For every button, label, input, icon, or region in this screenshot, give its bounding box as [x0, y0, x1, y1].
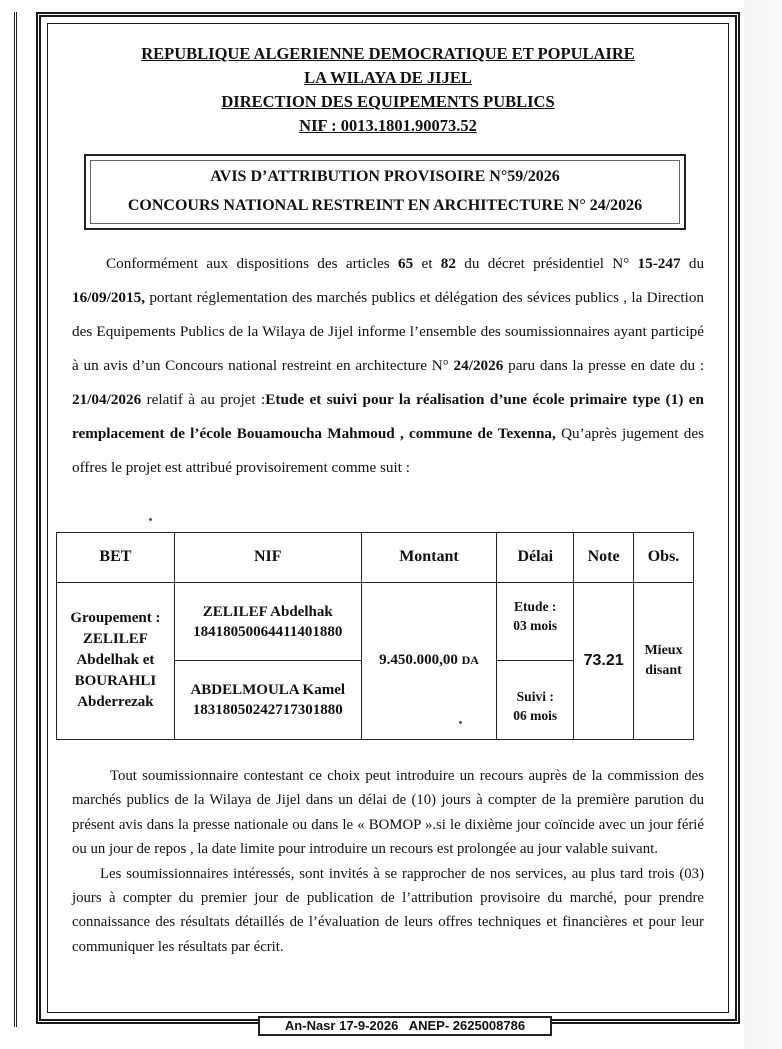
speck: [459, 721, 462, 724]
bet-line: BOURAHLI: [74, 673, 157, 690]
header-note: Note: [574, 533, 634, 583]
header-montant: Montant: [361, 533, 497, 583]
body-text-2: et: [421, 255, 433, 272]
amount-cell: [361, 582, 497, 739]
notice-body: [72, 247, 704, 485]
attribution-table: [56, 532, 694, 740]
press-date: 21/04/2026: [72, 391, 142, 408]
notice-header: [40, 42, 736, 138]
member-nif: 18318050242717301880: [192, 702, 343, 719]
table-header-row: [57, 533, 694, 583]
delai-label: Etude :: [514, 598, 557, 614]
note-cell: 73.21: [574, 582, 634, 739]
anep-number: ANEP- 2625008786: [408, 1018, 526, 1033]
contact-paragraph: [72, 862, 704, 960]
page-margin: [744, 0, 782, 1049]
header-nif: NIF: [174, 533, 361, 583]
decree-number: 15-247: [637, 255, 681, 272]
bet-line: ZELILEF: [82, 631, 148, 648]
member-name: ZELILEF Abdelhak: [202, 603, 333, 620]
decree-date: 16/09/2015,: [72, 289, 145, 306]
member-name: ABDELMOULA Kamel: [190, 682, 346, 699]
contact-text: Les soumissionnaires intéressés, sont invités à se rapprocher de nos services, au plus tard trois (03) jours à compter du premier jour de publication de l’attribution provisoire du marché, pour prendre connaissance des résultats détaillés de l’évaluation de leurs offres techniques et financières et pour leur communiquer les résultats par écrit.: [72, 865, 704, 955]
delai-suivi: [497, 661, 574, 740]
nif-member-1: [174, 582, 361, 661]
delai-label: Suivi :: [516, 689, 554, 704]
header-obs: Obs.: [634, 533, 694, 583]
amount-currency: DA: [461, 653, 479, 668]
header-nif: NIF : 0013.1801.90073.52: [299, 116, 477, 135]
publication-reference: [258, 1016, 552, 1036]
header-wilaya: LA WILAYA DE JIJEL: [304, 68, 472, 87]
header-direction: DIRECTION DES EQUIPEMENTS PUBLICS: [221, 92, 555, 111]
recourse-text: Tout soumissionnaire contestant ce choix peut introduire un recours auprès de la commission des marchés publics de la Wilaya de Jijel dans un délai de (10) jours à compter de la première parution du présent avis dans la presse nationale ou dans le « BOMOP ».si le dixième jour coïncide avec un jour férié ou un jour de repos , la date limite pour introduire un recours est prolongée au jour valable suivant.: [72, 768, 704, 858]
publication-date: An-Nasr 17-9-2026: [284, 1018, 399, 1033]
bet-cell: [57, 582, 175, 739]
speck: [149, 518, 152, 521]
bet-line: Groupement :: [70, 610, 161, 627]
nif-member-2: [174, 661, 361, 740]
body-text-8: Qu’après jugement des offres le projet est attribué provisoirement comme suit :: [72, 425, 704, 476]
delai-value: 06 mois: [513, 708, 558, 723]
notice-subtitle: CONCOURS NATIONAL RESTREINT EN ARCHITECTURE N° 24/2026: [127, 197, 643, 214]
body-text-6: paru dans la presse en date du :: [508, 357, 705, 374]
obs-cell: [634, 582, 694, 739]
delai-value: 03 mois: [513, 617, 558, 633]
amount-value: 9.450.000,00: [379, 652, 458, 669]
article-1: 65: [397, 255, 414, 272]
obs-line: Mieux: [644, 642, 683, 658]
article-2: 82: [440, 255, 456, 272]
header-bet: BET: [57, 533, 175, 583]
concours-number: 24/2026: [453, 357, 504, 374]
bet-line: Abderrezak: [77, 694, 154, 711]
title-box: [84, 154, 686, 230]
table-row: [57, 582, 694, 661]
body-text-5: portant réglementation des marchés publics et délégation des sévices publics , la Direction des Equipements Publics de la Wilaya de Jijel informe l’ensemble des soumissionnaires ayant participé à un avis d’un Concours national restreint en architecture N°: [72, 289, 705, 374]
member-nif: 18418050064411401880: [193, 623, 343, 640]
body-text-7: relatif à au projet :: [146, 391, 266, 408]
body-text-4: du: [688, 255, 705, 272]
delai-etude: [497, 582, 574, 661]
adjacent-column-border: [0, 12, 17, 1027]
project-title: Etude et suivi pour la réalisation d’une école primaire type (1) en remplacement de l’école Bouamoucha Mahmoud , commune de Texenna,: [72, 391, 704, 442]
body-text-1: Conformément aux dispositions des articles: [106, 255, 390, 272]
header-delai: Délai: [497, 533, 574, 583]
recourse-paragraph: [72, 764, 704, 862]
bet-line: Abdelhak et: [76, 652, 155, 669]
notice-footer: [72, 764, 704, 959]
obs-line: disant: [645, 662, 682, 678]
body-text-3: du décret présidentiel N°: [464, 255, 630, 272]
header-republic: REPUBLIQUE ALGERIENNE DEMOCRATIQUE ET POPULAIRE: [141, 44, 635, 63]
notice-title: AVIS D’ATTRIBUTION PROVISOIRE N°59/2026: [210, 168, 560, 185]
